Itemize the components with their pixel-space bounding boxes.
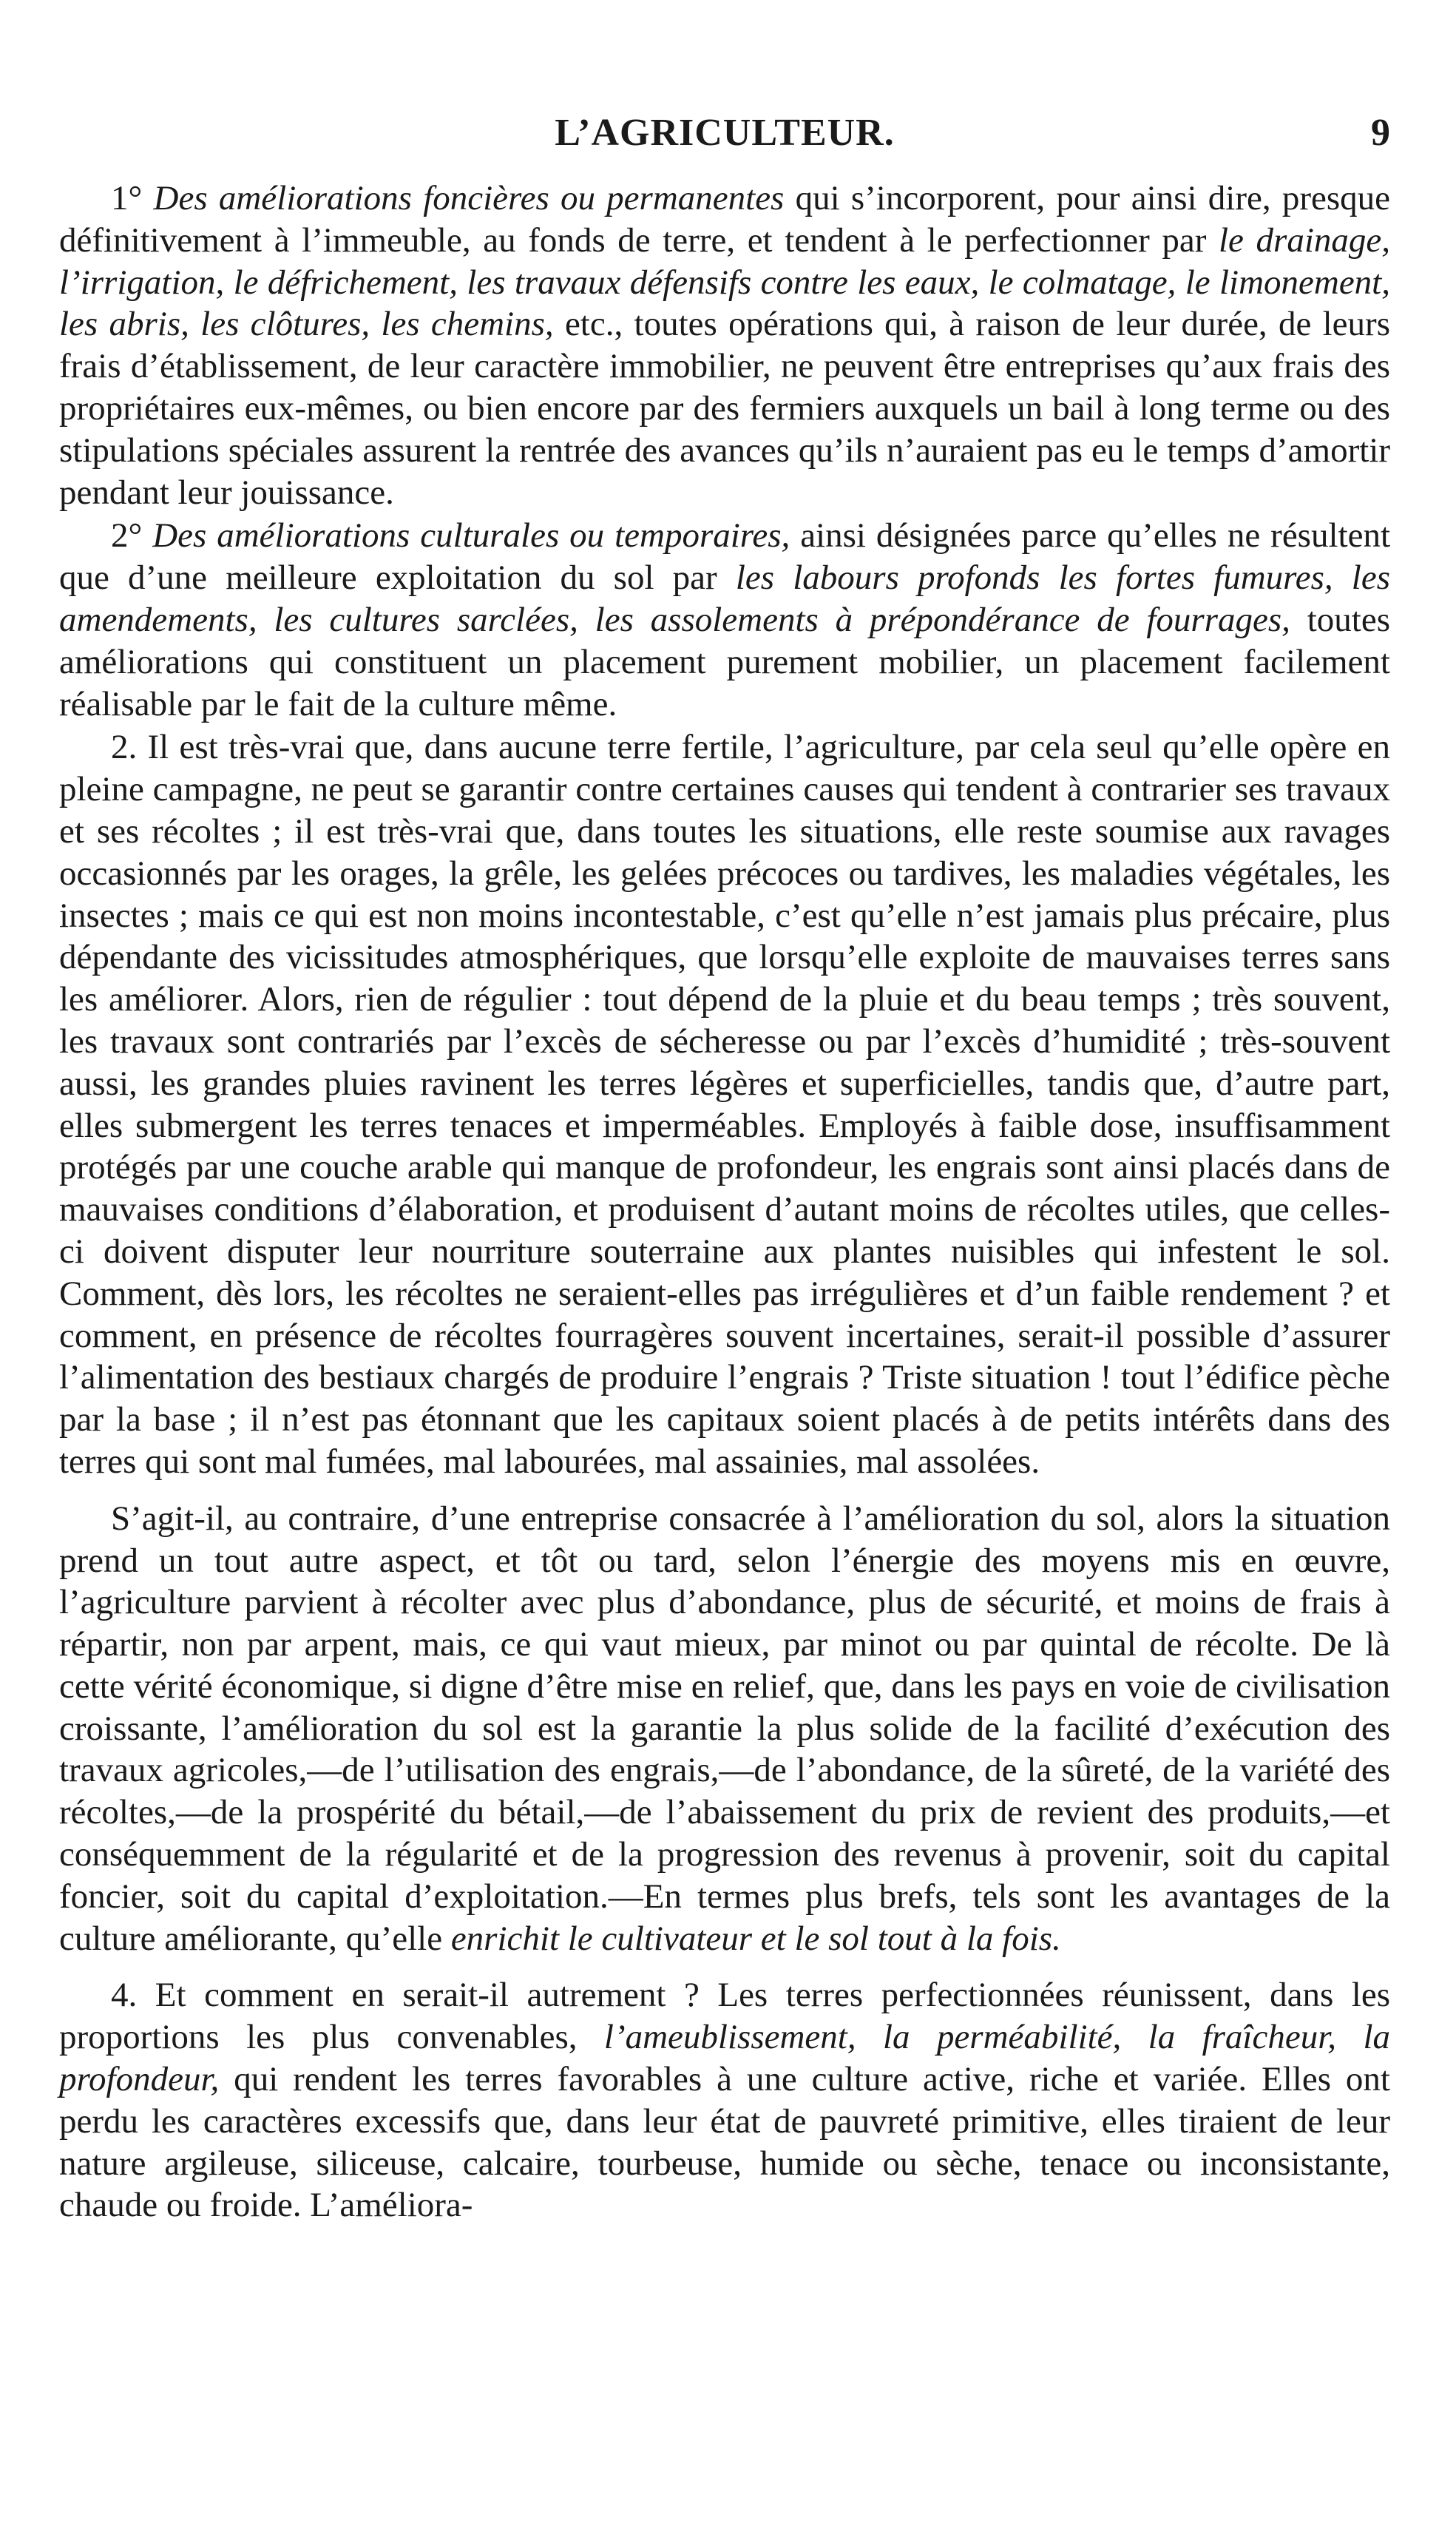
italic-text: l’ameublissement, la perméabilité, la fraîcheur, la profondeur, <box>59 2018 1390 2099</box>
running-title: L’AGRICULTEUR. <box>555 112 895 154</box>
italic-text: Des améliorations culturales ou temporaires, <box>152 516 790 555</box>
paragraph <box>59 515 1390 725</box>
book-page <box>59 111 1390 2226</box>
text-segment: S’agit-il, au contraire, d’une entreprise consacrée à l’amélioration du sol, alors la situation prend un tout autre aspect, et tôt ou tard, selon l’énergie des moyens mis en œuvre, l’agriculture parvient à récolter avec plus d’abondance, plus de sécurité, et moins de frais à répartir, non par arpent, mais, ce qui vaut mieux, par minot ou par quintal de récolte. De là cette vérité économique, si digne d’être mise en relief, que, dans les pays en voie de civilisation croissante, l’amélioration du sol est la garantie la plus solide de la facilité d’exécution des travaux agricoles,—de l’utilisation des engrais,—de l’abondance, de la sûreté, de la variété des récoltes,—de la prospérité du bétail,—de l’abaissement du prix de revient des produits,—et conséquemment de la régularité et de la progression des revenus à provenir, soit du capital foncier, soit du capital d’exploitation.—En termes plus brefs, tels sont les avantages de la culture améliorante, qu’elle <box>59 1499 1390 1958</box>
text-segment: 2. Il est très-vrai que, dans aucune terre fertile, l’agriculture, par cela seul qu’elle opère en pleine campagne, ne peut se garantir contre certaines causes qui tendent à contrarier ses travaux et ses récoltes ; il est très-vrai que, dans toutes les situations, elle reste soumise aux ravages occasionnés par les orages, la grêle, les gelées précoces ou tardives, les maladies végétales, les insectes ; mais ce qui est non moins incontestable, c’est qu’elle n’est jamais plus précaire, plus dépendante des vicissitudes atmosphériques, que lorsqu’elle exploite de mauvaises terres sans les améliorer. Alors, rien de régulier : tout dépend de la pluie et du beau temps ; très souvent, les travaux sont contrariés par l’excès de sécheresse ou par l’excès d’humidité ; très-souvent aussi, les grandes pluies ravinent les terres légères et superficielles, tandis que, d’autre part, elles submergent les terres tenaces et imperméables. Employés à faible dose, insuffisamment protégés par une couche arable qui manque de profondeur, les engrais sont ainsi placés dans de mauvaises conditions d’élaboration, et produisent d’autant moins de récoltes utiles, que celles-ci doivent disputer leur nourriture souterraine aux plantes nuisibles qui infestent le sol. Comment, dès lors, les récoltes ne seraient-elles pas irrégulières et d’un faible rendement ? et comment, en présence de récoltes fourragères souvent incertaines, serait-il possible d’assurer l’alimentation des bestiaux chargés de produire l’engrais ? Triste situation ! tout l’édifice pèche par la base ; il n’est pas étonnant que les capitaux soient placés à de petits intérêts dans des terres qui sont mal fumées, mal labourées, mal assainies, mal assolées. <box>59 728 1390 1481</box>
italic-text: enrichit le cultivateur et le sol tout à la fois. <box>450 1919 1061 1958</box>
text-segment: 2° <box>111 516 153 555</box>
italic-text: Des améliorations foncières ou permanentes <box>153 179 785 217</box>
running-head <box>59 111 1390 178</box>
text-segment: qui s’incorporent, pour ainsi dire, presque définitivement à l’immeuble, au fonds de terre, et tendent à le perfectionner par <box>59 179 1390 260</box>
paragraph <box>59 1974 1390 2226</box>
paragraph <box>59 178 1390 513</box>
paragraph <box>59 726 1390 1482</box>
italic-text: le drainage, l’irrigation, le défrichement, les travaux défensifs contre les eaux, le colmatage, le limonement, les abris, les clôtures, les chemins, <box>59 220 1390 344</box>
text-segment: 4. Et comment en serait-il autrement ? Les terres perfectionnées réunissent, dans les proportions les plus convenables, <box>59 1976 1390 2057</box>
italic-text: les labours profonds les fortes fumures, les amendements, les cultures sarclées, les assolements à prépondérance de fourrages, <box>59 558 1391 639</box>
text-segment: ainsi désignées parce qu’elles ne résultent que d’une meilleure exploitation du sol par <box>59 516 1391 598</box>
text-segment: qui rendent les terres favorables à une culture active, riche et variée. Elles ont perdu les caractères excessifs que, dans leur état de pauvreté primitive, elles tiraient de leur nature argileuse, siliceuse, calcaire, tourbeuse, humide ou sèche, tenace ou inconsistante, chaude ou froide. L’améliora- <box>59 2060 1390 2225</box>
text-segment: toutes améliorations qui constituent un placement purement mobilier, un placement facilement réalisable par le fait de la culture même. <box>59 600 1390 723</box>
page-number: 9 <box>1371 112 1390 154</box>
body-text <box>59 178 1390 2226</box>
text-segment: etc., toutes opérations qui, à raison de leur durée, de leurs frais d’établissement, de leur caractère immobilier, ne peuvent être entreprises qu’aux frais des propriétaires eux-mêmes, ou bien encore par des fermiers auxquels un bail à long terme ou des stipulations spéciales assurent la rentrée des avances qu’ils n’auraient pas eu le temps d’amortir pendant leur jouissance. <box>59 305 1390 512</box>
paragraph <box>59 1498 1390 1960</box>
text-segment: 1° <box>111 179 154 217</box>
